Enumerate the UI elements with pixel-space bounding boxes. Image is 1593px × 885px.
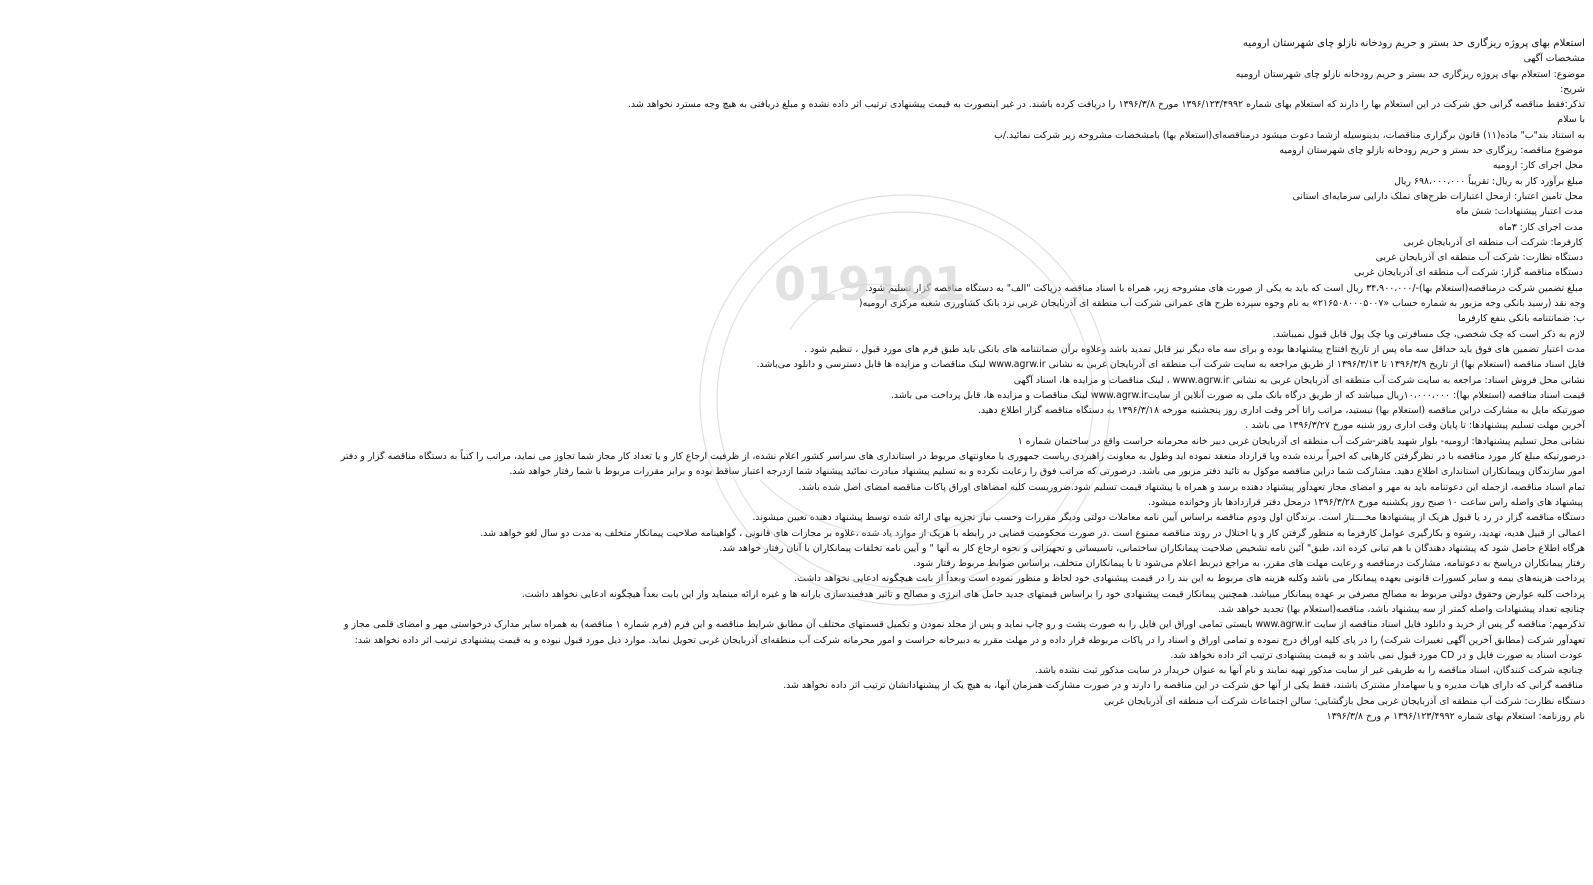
opening-time-line: پیشنهاد های واصله راس ساعت ۱۰ صبح روز یکشنبه مورخ ۱۳۹۶/۳/۲۸ درمحل دفتر قراردادها باز وخوانده میشود. [1148,496,1583,508]
renewal-condition-line: چنانچه تعداد پیشنهادات واصله کمتر از سه پیشنهاد باشد، مناقصه(استعلام بها) تجدید خواهد شد. [1217,603,1585,615]
prohibited-acts-line: اعمالی از قبیل هدیه، تهدید، رشوه و بکارگیری عوامل کارفرما به منظور گرفتن کار و یا اختلال در روند مناقصه ممنوع است .در صورت محکومیت قضایی در رابطه با هریک از موارد یاد شده ،علاوه بر مجازات های قانونی ، گواهینامه صلاحیت پیمانکار متخلف به مدت دو سال لغو خواهد شد. [480,527,1585,539]
guarantee-amount-line: مبلغ تضمین شرکت درمناقصه(استعلام بها)-/۳۴،۹۰۰،۰۰۰ ریال است که باید به یکی از صورت های مشروحه زیر، همراه با اسناد مناقصه درپاکت "الف" به دستگاه مناقصه گزار تسلیم شود. [865,282,1583,294]
cd-return-line: عودت اسناد به صورت فایل و در CD مورد قبول نمی باشد و به قیمت پیشنهادی ترتیب اثر داده نخواهد شد. [1170,649,1583,661]
cash-deposit-line: وجه نقد (رسید بانکی وجه مزبور به شماره حساب «۲۱۶۵۰۸۰۰۰۵۰۰۷» به نام وجوه سپرده طرح های عمرانی شرکت آب منطقه ای آذربایجان غربی نزد بانک کشاورزی شعبه مرکزی ارومیه( [858,298,1585,310]
important-note-continued-line: تعهدآور شرکت (مطابق آخرین آگهی تغییرات شرکت) را در پای کلیه اوراق درج نموده و تمامی اوراق و اسناد را در پاکات مربوطه قرار داده و در مهلت مقرر به دبیرخانه حراست و امور محرمانه شرکت آب منطقه‌ای آذربایجان غربی تحویل نماید. موارد ذیل مورد قبول نبوده و به قیمت پیشنهادی ترتیب اثر داده نخواهد شد: [354,634,1585,646]
documents-download-line: فایل اسناد مناقصه (استعلام بها) از تاریخ ۱۳۹۶/۳/۹ تا ۱۳۹۶/۳/۱۳ از طریق مراجعه به سایت شرکت آب منطقه ای آذربایجان غربی به نشانی www.agrw.ir لینک مناقصات و مزایده ها قابل دسترسی و دانلود می‌باشد. [756,359,1585,371]
shared-board-line: مناقصه گرانی که دارای هیات مدیره و یا سهامدار مشترک باشند، فقط یکی از آنها حق شرکت در این مناقصه را دارند و در صورت مشارکت همزمان آنها، به هیچ یک از پیشنهاداتشان ترتیب اثر داده نخواهد شد. [783,680,1583,692]
cheque-note-line: لازم به ذکر است که چک شخصی، چک مسافرتی ویا چک پول قابل قبول نمیباشد. [1272,328,1585,340]
watermark-number: 019101 [773,257,967,311]
insurance-costs-line: پرداخت هزینه‌های بیمه و سایر کسورات قانونی بعهده پیمانکار می باشد وکلیه هزینه های مربوط به این بند را در قیمت پیشنهادی خود لحاظ و منظور نموده است وبعداً از بابت هیچگونه ادعایی نخواهد داشت. [794,573,1585,585]
subject-line: موضوع: استعلام بهای پروژه ریزگاری حد بستر و حریم رودخانه نازلو چای شهرستان ارومیه [1235,68,1585,80]
sales-address-line: نشانی محل فروش اسناد: مراجعه به سایت شرکت آب منطقه ای آذربایجان غربی به نشانی www.agrw.ir ، لینک مناقصات و مزایده ها، اسناد آگهی [1013,374,1585,386]
tender-subject-line: موضوع مناقصه: ریزگاری حد بستر و حریم رودخانه نازلو چای شهرستان ارومیه [1279,145,1583,157]
purchase-source-line: چنانچه شرکت کنندگان، اسناد مناقصه را به طریقی غیر از سایت مذکور تهیه نمایند و نام آنها به عنوان خریدار در سایت مذکور ثبت نشده باشد. [1034,665,1583,677]
contractor-conduct-line: رفتار پیمانکاران درپاسخ به دعوتنامه، مشارکت درمناقصه و رعایت مهلت های مقرر، به مراجع ذیربط اعلام می‌شود تا با پیمانکاران متخلف، براساس ضوابط مربوط رفتار شود. [913,558,1585,570]
invitation-line: به استناد بند"ب" ماده(۱۱) قانون برگزاری مناقصات، بدینوسیله ازشما دعوت میشود درمناقصه‌ای(استعلام بها) بامشخصات مشروحه زیر شرکت نمائید./ب [994,129,1585,141]
work-duration-line: مدت اجرای کار: ۳ماه [1498,221,1583,233]
tendering-agency-line: دستگاه مناقصه گزار: شرکت آب منطقه ای آذربایجان غربی [1354,267,1583,279]
submission-address-line: نشانی محل تسلیم پیشنهادها: ارومیه- بلوار شهید باهنر-شرکت آب منطقه ای آذربایجان غربی دبیر خانه محرمانه حراست واقع در ساختمان شماره ۱ [1017,435,1585,447]
documents-price-line: قیمت اسناد مناقصه (استعلام بها): ۱۰،۰۰۰،۰۰۰ریال میباشد که از طریق درگاه بانک ملی به صورت آنلاین از سایتwww.agrw.ir لینک مناقصات و مزایده ها، قابل پرداخت می باشد. [890,389,1585,401]
non-participation-line: صورتیکه مایل به مشارکت دراین مناقصه (استعلام بها) نیستید، مراتب راتا آخر وقت اداری روز پنجشنبه مورخه ۱۳۹۶/۳/۱۸ به دستگاه مناقصه گزار اطلاع دهید. [977,405,1585,417]
supervisor-line: دستگاه نظارت: شرکت آب منطقه ای آذربایجان غربی [1375,252,1583,264]
newspaper-line: نام روزنامه: استعلام بهای شماره ۱۳۹۶/۱۲۳/۴۹۹۲ م ورخ ۱۳۹۶/۳/۸ [1326,711,1585,723]
document-body [10,36,1585,724]
signature-requirement-line: تمام اسناد مناقصه، ازجمله این دعوتنامه باید به مهر و امضای مجاز تعهدآور پیشنهاد دهنده برسد و همراه با پیشنهاد قیمت تسلیم شود.ضروریست کلیه امضاهای اوراق پاکات مناقصه امضای اصل شده باشد. [798,481,1585,493]
selection-rights-line: دستگاه مناقصه گزار در رد یا قبول هریک از پیشنهادها مخــــتار است. برندگان اول ودوم مناقصه براساس آیین نامه معاملات دولتی ودیگر مقررات وحسب نیاز تجزیه بهای ارائه شده توسط پیشنهاد دهنده تعیین میشوند. [752,512,1585,524]
description-heading: شریح: [1560,83,1585,95]
submission-deadline-line: آخرین مهلت تسلیم پیشنهادها: تا پایان وقت اداری روز شنبه مورخ ۱۳۹۶/۳/۲۷ می باشد . [1245,420,1585,432]
important-note-line: تذکرمهم: مناقصه گر پس از خرید و دانلود فایل اسناد مناقصه از سایت www.agrw.ir بایستی تمامی اوراق این فایل را به صورت پشت و رو چاپ نماید و پس از مجلد نمودن و تکمیل قسمتهای مختلف آن مطابق شرایط مناقصه و این فرم (فرم شماره ۱ مناقصه) به همراه سایر مدارک درخواستی مهر و امضای قلمی مجاز و [344,619,1585,631]
capacity-notice-continued-line: امور سازندگان وپیمانکاران استانداری اطلاع دهید. مشارکت شما دراین مناقصه موکول به تائید دفتر مزبور می باشد. درصورتی که مراتب فوق را رعایت نکرده و به تسلیم پیشنهاد مبادرت نمائید پیشنهاد شما ازدرجه اعتبار ساقط بوده و برابر مقررات مربوط با شما رفتار خواهد شد. [509,466,1585,478]
duties-costs-line: پرداخت کلیه عوارض وحقوق دولتی مربوط به مصالح مصرفی بر عهده پیمانکار میباشد. همچنین پیمانکار قیمت پیشنهادی خود را براساس قیمتهای جدید حامل های انرژی و مصالح و تاثیر هدفمندسازی یارانه ها و غیره ارائه مینماید واز این بابت بعداً هیچگونه ادعایی نخواهد داشت. [521,588,1585,600]
ad-details-heading: مشخصات آگهی [1523,53,1585,65]
guarantee-validity-line: مدت اعتبار تضمین های فوق باید حداقل سه ماه پس از تاریخ افتتاح پیشنهادها بوده و برای سه ماه دیگر نیز قابل تمدید باشد وعلاوه برآن ضمانتنامه های بانکی باید طبق فرم های مورد قبول ، تنظیم شود . [804,343,1585,355]
proposal-validity-line: مدت اعتبار پیشنهادات: شش ماه [1455,206,1583,218]
funding-source-line: محل تامین اعتبار: ازمحل اعتبارات طرح‌های تملک دارایی سرمایه‌ای استانی [1292,190,1583,202]
greeting-line: با سلام [1557,114,1585,126]
work-location-line: محل اجرای کار: ارومیه [1492,160,1583,172]
notice-line: تذکر:فقط مناقصه گرانی حق شرکت در این استعلام بها را دارند که استعلام بهای شماره ۱۳۹۶/۱۲۳/۴۹۹۲ مورخ ۱۳۹۶/۳/۸ را دریافت کرده باشند. در غیر اینصورت به قیمت پیشنهادی ترتیب اثر داده نشده و مبلغ دریافتی به هیچ وجه مسترد نخواهد شد. [627,99,1585,111]
bank-guarantee-line: ب: ضمانتنامه بانکی بنفع کارفرما [1458,313,1585,325]
estimated-amount-line: مبلغ برآورد کار به ریال: تقریباً ۶۹۸،۰۰۰،۰۰۰ ریال [1394,175,1583,187]
employer-line: کارفرما: شرکت آب منطقه ای آذربایجان غربی [1403,236,1583,248]
footer-supervisor-line: دستگاه نظارت: شرکت آب منطقه ای آذربایجان غربی محل بازگشایی: سالن اجتماعات شرکت آب منطقه ای آذربایجان غربی [1103,695,1585,707]
collusion-line: هرگاه اطلاع حاصل شود که پیشنهاد دهندگان با هم تبانی کرده اند، طبق" آئین نامه تشخیص صلاحیت پیمانکاران ساختمانی، تاسیساتی و تجهیزاتی و نحوه ارجاع کار به آنها " و آیین نامه تخلفات پیمانکاران با آنان رفتار خواهد شد. [719,542,1585,554]
document-title: استعلام بهای پروژه ریزگاری حد بستر و حریم رودخانه نازلو چای شهرستان ارومیه [1242,38,1585,49]
capacity-notice-line: درصورتیکه مبلغ کار مورد مناقصه با در نظرگرفتن کارهایی که اخیراً برنده شده ویا قرارداد منعقد نموده اید وطول به معاونت راهبردی ریاست جمهوری یا معاونتهای مربوط در استانداری های سراسر کشور اعلام نشده، از ظرفیت ارجاع کار و یا تعداد کار مجاز شما تجاوز می نماید، مراتب را کتباً به دستگاه مناقصه گزار و دفتر [340,451,1585,463]
